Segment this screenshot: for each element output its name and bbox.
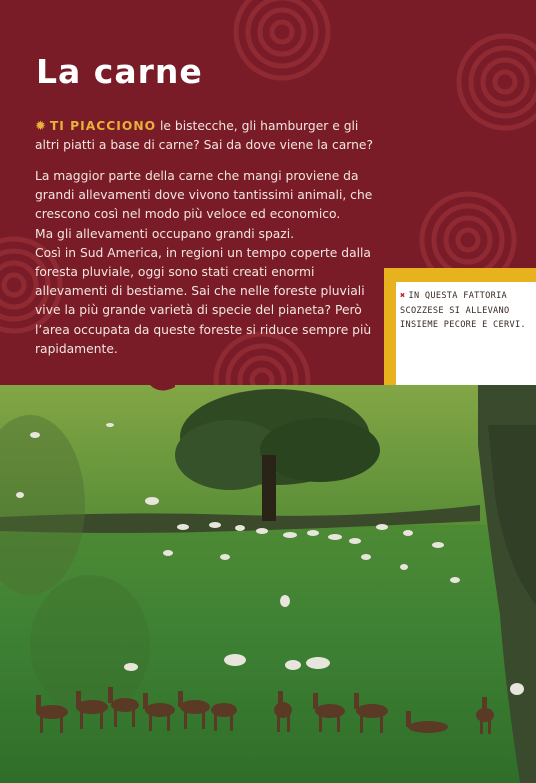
- spiral-icon: [236, 0, 328, 78]
- spiral-icon: [459, 36, 536, 128]
- photo-caption: [400, 289, 530, 333]
- page-title: La carne: [36, 52, 203, 91]
- body-paragraph: La maggior parte della carne che mangi proviene da grandi allevamenti dove vivono tantissimi animali, che crescono così nel modo più veloce ed economico. Ma gli allevamenti occupano grandi spazi. Così in Sud America, in regioni un tempo coperte dalla foresta pluviale, oggi sono stati creati enormi allevamenti di bestiame. Sai che nelle foreste pluviali vive la più grande varietà di specie del pianeta? Però l’area occupata da queste foreste si riduce sempre più rapidamente.: [35, 169, 373, 356]
- farm-photo: [0, 385, 536, 783]
- caption-text: IN QUESTA FATTORIA SCOZZESE SI ALLEVANO INSIEME PECORE E CERVI.: [400, 291, 526, 330]
- intro-lead: TI PIACCIONO: [49, 119, 157, 133]
- intro-paragraph: [35, 117, 385, 155]
- intro-text: le bistecche, gli hamburger e gli altri piatti a base di carne? Sai da dove viene la carne?: [35, 119, 374, 152]
- cross-icon: ✖: [400, 291, 406, 301]
- sun-bullet-icon: ✹: [35, 119, 46, 134]
